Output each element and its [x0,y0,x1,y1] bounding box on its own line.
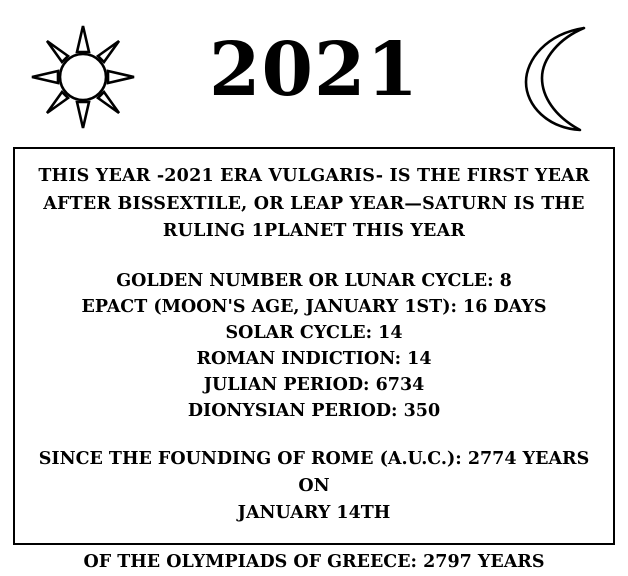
intro-line: AFTER BISSEXTILE, OR LEAP YEAR—SATURN IS THE [43,193,585,214]
stat-julian-period: JULIAN PERIOD: 6734 [203,374,425,395]
stat-solar-cycle: SOLAR CYCLE: 14 [225,322,403,343]
stats-block [33,268,595,424]
crescent-moon-icon [514,24,606,134]
rome-block [33,446,595,527]
page-title: 2021 [209,27,419,113]
page-header [0,0,628,140]
intro-line: RULING 1PLANET THIS YEAR [162,221,466,241]
spacer [33,527,595,549]
intro-block [33,163,595,246]
intro-line: THIS YEAR -2021 ERA VULGARIS- IS THE FIRST YEAR [38,166,590,186]
rome-line: JANUARY 14TH [237,502,391,523]
spacer [33,246,595,268]
stat-epact: EPACT (MOON'S AGE, JANUARY 1ST): 16 DAYS [81,296,547,317]
stat-roman-indiction: ROMAN INDICTION: 14 [196,348,432,369]
rome-line: SINCE THE FOUNDING OF ROME (A.U.C.): 2774 YEARS ON [38,448,590,496]
spacer [33,424,595,446]
stat-dionysian-period: DIONYSIAN PERIOD: 350 [187,400,441,421]
almanac-info-box [13,147,615,572]
olympiad-line: OF THE OLYMPIADS OF GREECE: 2797 YEARS [83,551,545,572]
stat-golden-number: GOLDEN NUMBER OR LUNAR CYCLE: 8 [116,270,512,291]
